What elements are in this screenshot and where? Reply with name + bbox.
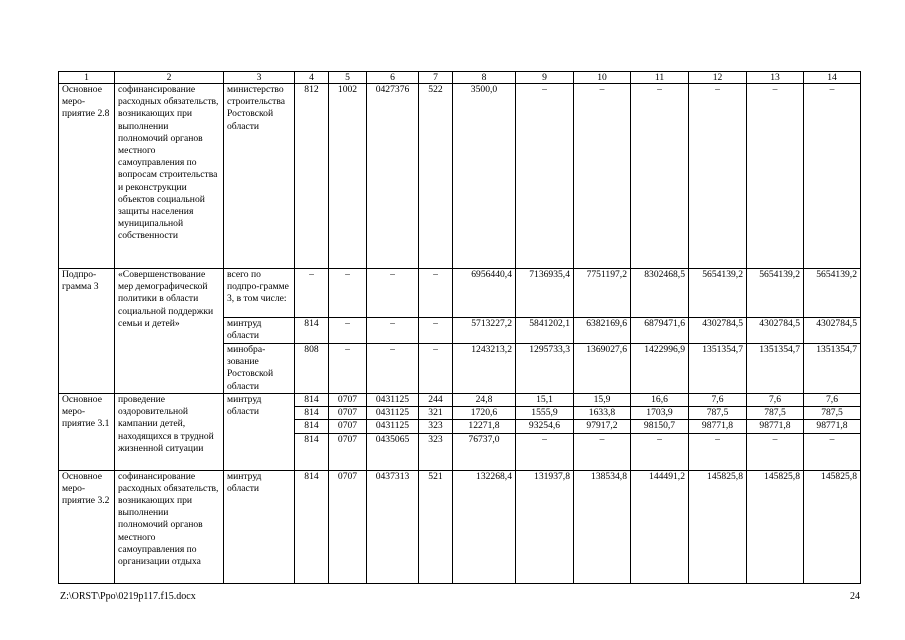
cell-value: 1243213,2 bbox=[453, 344, 516, 394]
row-title: Основное меро-приятие 2.8 bbox=[59, 84, 115, 269]
cell-rzpr: 0707 bbox=[329, 407, 367, 420]
cell-grbs: 814 bbox=[295, 420, 329, 433]
cell-value: 93254,6 bbox=[516, 420, 574, 433]
cell-vr: 521 bbox=[419, 470, 453, 583]
row-description: софинансирование расходных обязательств, возникающих при выполнении полномочий органов местного самоуправления по организации отдыха bbox=[115, 470, 224, 583]
cell-value: 4302784,5 bbox=[689, 318, 747, 344]
cell-value: 1720,6 bbox=[453, 407, 516, 420]
row-title: Основное меро-приятие 3.2 bbox=[59, 470, 115, 583]
row-description: «Совершенствование мер демографической политики в области социальной поддержки семьи и детей» bbox=[115, 269, 224, 394]
cell-value: – bbox=[689, 84, 747, 269]
cell-csr: 0435065 bbox=[367, 433, 419, 470]
cell-vr: 522 bbox=[419, 84, 453, 269]
cell-csr: 0427376 bbox=[367, 84, 419, 269]
cell-value: 7136935,4 bbox=[516, 269, 574, 318]
col-3-header: 3 bbox=[224, 72, 295, 84]
row-executor: минтруд области bbox=[224, 470, 295, 583]
col-12-header: 12 bbox=[689, 72, 747, 84]
cell-value: 145825,8 bbox=[804, 470, 861, 583]
cell-grbs: 814 bbox=[295, 433, 329, 470]
cell-grbs: 814 bbox=[295, 318, 329, 344]
cell-value: 6382169,6 bbox=[574, 318, 631, 344]
table-row bbox=[59, 84, 861, 269]
col-8-header: 8 bbox=[453, 72, 516, 84]
cell-vr: – bbox=[419, 318, 453, 344]
col-13-header: 13 bbox=[747, 72, 804, 84]
cell-value: 5654139,2 bbox=[747, 269, 804, 318]
table-row bbox=[59, 470, 861, 583]
cell-value: 1351354,7 bbox=[804, 344, 861, 394]
cell-csr: – bbox=[367, 318, 419, 344]
row-executor: министерство строительства Ростовской области bbox=[224, 84, 295, 269]
cell-value: 7,6 bbox=[689, 394, 747, 407]
cell-value: – bbox=[747, 433, 804, 470]
cell-vr: 323 bbox=[419, 433, 453, 470]
cell-rzpr: 0707 bbox=[329, 433, 367, 470]
row-executor: минобра-зование Ростовской области bbox=[224, 344, 295, 394]
cell-value: 787,5 bbox=[804, 407, 861, 420]
cell-value: 145825,8 bbox=[689, 470, 747, 583]
cell-value: 5713227,2 bbox=[453, 318, 516, 344]
cell-value: – bbox=[689, 433, 747, 470]
col-1-header: 1 bbox=[59, 72, 115, 84]
cell-value: 1351354,7 bbox=[747, 344, 804, 394]
cell-value: 6956440,4 bbox=[453, 269, 516, 318]
cell-grbs: 814 bbox=[295, 470, 329, 583]
cell-rzpr: 0707 bbox=[329, 394, 367, 407]
col-9-header: 9 bbox=[516, 72, 574, 84]
cell-csr: 0437313 bbox=[367, 470, 419, 583]
cell-value: 132268,4 bbox=[453, 470, 516, 583]
column-number-row bbox=[59, 72, 861, 84]
cell-value: 8302468,5 bbox=[631, 269, 689, 318]
cell-value: 4302784,5 bbox=[804, 318, 861, 344]
cell-vr: 244 bbox=[419, 394, 453, 407]
col-5-header: 5 bbox=[329, 72, 367, 84]
cell-vr: 321 bbox=[419, 407, 453, 420]
cell-value: 98771,8 bbox=[804, 420, 861, 433]
col-11-header: 11 bbox=[631, 72, 689, 84]
cell-value: 98771,8 bbox=[689, 420, 747, 433]
cell-value: 16,6 bbox=[631, 394, 689, 407]
cell-vr: – bbox=[419, 344, 453, 394]
cell-value: 4302784,5 bbox=[747, 318, 804, 344]
cell-value: 15,9 bbox=[574, 394, 631, 407]
cell-value: 24,8 bbox=[453, 394, 516, 407]
cell-value: 7,6 bbox=[747, 394, 804, 407]
cell-value: 1633,8 bbox=[574, 407, 631, 420]
cell-value: – bbox=[804, 433, 861, 470]
cell-csr: – bbox=[367, 344, 419, 394]
col-4-header: 4 bbox=[295, 72, 329, 84]
col-7-header: 7 bbox=[419, 72, 453, 84]
cell-value: 145825,8 bbox=[747, 470, 804, 583]
program-table bbox=[58, 71, 861, 584]
cell-value: 15,1 bbox=[516, 394, 574, 407]
cell-value: 97917,2 bbox=[574, 420, 631, 433]
cell-value: – bbox=[804, 84, 861, 269]
cell-value: 138534,8 bbox=[574, 470, 631, 583]
cell-value: 7,6 bbox=[804, 394, 861, 407]
cell-grbs: 814 bbox=[295, 394, 329, 407]
cell-value: 1351354,7 bbox=[689, 344, 747, 394]
cell-value: 787,5 bbox=[689, 407, 747, 420]
cell-value: – bbox=[516, 84, 574, 269]
cell-grbs: 814 bbox=[295, 407, 329, 420]
row-executor: всего по подпро-грамме 3, в том числе: bbox=[224, 269, 295, 318]
cell-value: 5654139,2 bbox=[689, 269, 747, 318]
cell-value: – bbox=[747, 84, 804, 269]
col-2-header: 2 bbox=[115, 72, 224, 84]
cell-grbs: – bbox=[295, 269, 329, 318]
row-executor: минтруд области bbox=[224, 394, 295, 471]
cell-csr: 0431125 bbox=[367, 394, 419, 407]
cell-grbs: 812 bbox=[295, 84, 329, 269]
cell-value: – bbox=[574, 433, 631, 470]
cell-rzpr: 0707 bbox=[329, 420, 367, 433]
cell-csr: 0431125 bbox=[367, 420, 419, 433]
cell-value: 1295733,3 bbox=[516, 344, 574, 394]
footer-file-path: Z:\ORST\Ppo\0219p117.f15.docx bbox=[60, 591, 196, 602]
cell-grbs: 808 bbox=[295, 344, 329, 394]
cell-value: – bbox=[631, 84, 689, 269]
cell-value: 131937,8 bbox=[516, 470, 574, 583]
cell-value: 5841202,1 bbox=[516, 318, 574, 344]
table-row bbox=[59, 269, 861, 318]
cell-value: 5654139,2 bbox=[804, 269, 861, 318]
row-executor: минтруд области bbox=[224, 318, 295, 344]
cell-value: 98771,8 bbox=[747, 420, 804, 433]
cell-value: – bbox=[631, 433, 689, 470]
cell-vr: – bbox=[419, 269, 453, 318]
cell-rzpr: – bbox=[329, 269, 367, 318]
cell-csr: – bbox=[367, 269, 419, 318]
footer-page-number: 24 bbox=[850, 591, 860, 602]
cell-value: – bbox=[574, 84, 631, 269]
row-title: Основное меро-приятие 3.1 bbox=[59, 394, 115, 471]
row-description: софинансирование расходных обязательств, возникающих при выполнении полномочий органов местного самоуправления по вопросам строительства и реконструкции объектов социальной защиты населения муниципальной собственности bbox=[115, 84, 224, 269]
col-10-header: 10 bbox=[574, 72, 631, 84]
cell-rzpr: – bbox=[329, 344, 367, 394]
cell-value: 7751197,2 bbox=[574, 269, 631, 318]
cell-value: 1422996,9 bbox=[631, 344, 689, 394]
cell-csr: 0431125 bbox=[367, 407, 419, 420]
cell-rzpr: 1002 bbox=[329, 84, 367, 269]
cell-value: 76737,0 bbox=[453, 433, 516, 470]
cell-value: – bbox=[516, 433, 574, 470]
cell-rzpr: 0707 bbox=[329, 470, 367, 583]
cell-value: 3500,0 bbox=[453, 84, 516, 269]
cell-rzpr: – bbox=[329, 318, 367, 344]
row-description: проведение оздоровительной кампании детей, находящихся в трудной жизненной ситуации bbox=[115, 394, 224, 471]
cell-value: 1555,9 bbox=[516, 407, 574, 420]
cell-value: 12271,8 bbox=[453, 420, 516, 433]
cell-value: 787,5 bbox=[747, 407, 804, 420]
cell-value: 1703,9 bbox=[631, 407, 689, 420]
cell-vr: 323 bbox=[419, 420, 453, 433]
row-title: Подпро-грамма 3 bbox=[59, 269, 115, 394]
cell-value: 144491,2 bbox=[631, 470, 689, 583]
cell-value: 98150,7 bbox=[631, 420, 689, 433]
col-6-header: 6 bbox=[367, 72, 419, 84]
table-row bbox=[59, 394, 861, 407]
cell-value: 1369027,6 bbox=[574, 344, 631, 394]
cell-value: 6879471,6 bbox=[631, 318, 689, 344]
col-14-header: 14 bbox=[804, 72, 861, 84]
